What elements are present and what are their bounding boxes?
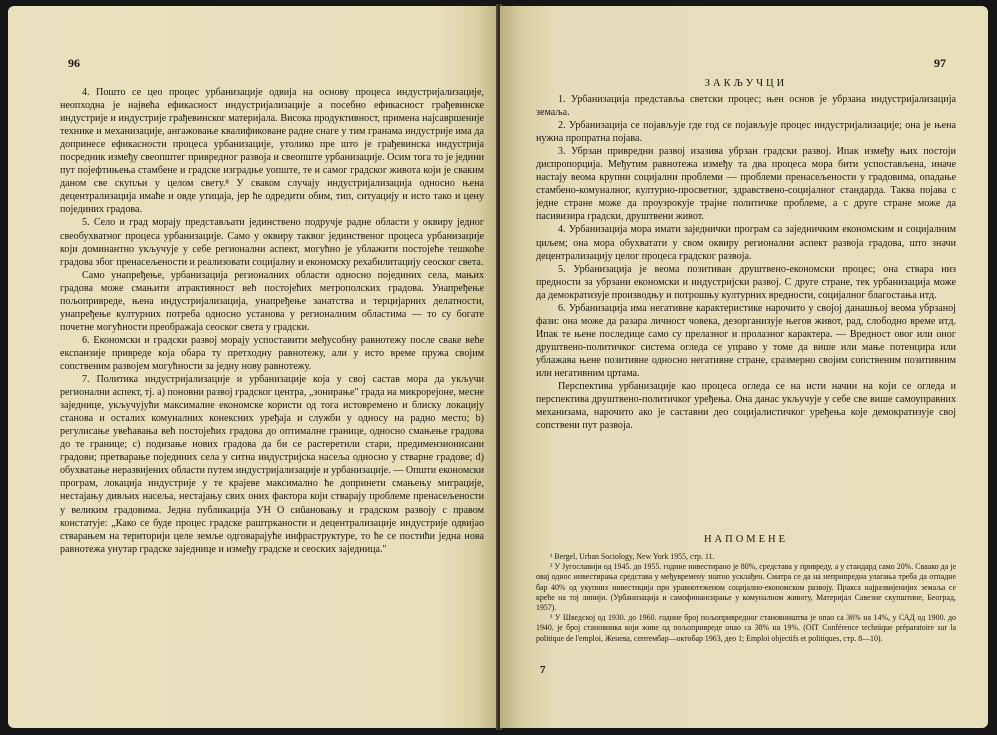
signature-mark: 7	[540, 664, 546, 676]
right-page-body	[536, 93, 956, 432]
conclusions-heading: ЗАКЉУЧЦИ	[704, 78, 788, 89]
left-paragraph: 4. Пошто се цео процес урбанизације одвија на основу процеса индустријализације, неопходна је највећа ефикасност индустријализације а посебно ефикасност грађевинске индустрије и индустрије грађевинског материјала. Висока продуктивност, примена најсавршеније технике и механизације, ангажовање квалификоване радне снаге у тим гранама индустрије има да допринесе ефикасности процеса урбанизације, утолико пре што је грађевинска индустрија посредник између свеопштег привредног развоја и свеопште урбанизације. Осим тога то је једини пут појефтињења стамбене и градске изградње уопште, те и самог градског живота који је сваким даном све скупљи у целом свету.⁸ У сваком случају индустријализација односно њена децентрализација имаће и овде утицаја, јер ће одредити обим, тип, ситуацију и исто тако и цену појединих градова.	[60, 87, 484, 216]
left-paragraph: Само унапређење, урбанизација регионалних области односно појединих села, мањих градова може смањити атрактивност већ постојећих метрополских градова. Унапређење пољопривреде, њена индустријализација, унапређење занатства и терцијарних делатности, унапређење културних потреба односно установа у регионалним областима — то су богате почетне могућности преображаја сеоског света у градски.	[60, 269, 484, 333]
footnote: ² У Југославији од 1945. до 1955. године инвестирано је 80%, средстава у привреду, а у стандард само 20%. Сваако да је овај однос инвестирања средстава у међувремену знатно усклађен. Сматра се да на неприпредна улагања треба да отпадне бар 40% од укупних инвестиција при уравнотеженом социјално-економском развоју. Пракса најразвијенијих земаља се креће на тој линији. (Урбанизација и самофинансирање у комуналном животу, Материјал Савезне скупштине, Београд, 1957).	[536, 562, 956, 613]
footnotes	[536, 552, 956, 644]
notes-heading: НАПОМЕНЕ	[703, 534, 789, 545]
left-page	[8, 6, 498, 728]
conclusion-paragraph: 4. Урбанизација мора имати заједнички програм са заједничким економским и социјалним циљем; она мора обухватати у свом оквиру регионални аспект развоја градова, што значи децентрализацију целог процеса градског развоја.	[536, 224, 956, 262]
left-paragraph: 7. Политика индустријализације и урбанизације која у свој састав мора да укључи регионални аспект, тј. а) поновни развој градског центра, „зонирање" града на микрорејоне, месне заједнице, укључујући максималне економске користи од тога истовремено и блиску локацију станова и осталих комуналних конексних уређаја и служби у односу на радно место; b) регулисање увећавања већ постојећих градова до оптималне границе, односно смањење градова до те границе; c) подизање нових градова да би се растеретили стари, предимензионисани градови; претварање појединих села у ситна индустријска насеља односно у стварне градове; d) обухватање неразвијених области путем индустријализације и урбанизације. — Општи економски програм, локација индустрије у те крајеве максимално ће допринети смањењу миграције, нестајању дивљих насеља, нестајању свих оних фактора који стварају проблеме пренасељености у великим градовима. Једна публикација УН О сиūановању и градском развоју с правом констатује: „Како се буде процес градске раштрканости и децентрализације индустрије одвијао стварањем на територији целе земље одговарајуће инфраструктуре, то ће се постићи једна нова равнотежа унутар градске заједнице и између градске и сеоских заједница."	[60, 374, 484, 555]
right-page	[500, 6, 988, 728]
page-number-right: 97	[934, 56, 946, 70]
conclusion-paragraph: 6. Урбанизација има негативне карактеристике нарочито у својој данашњој веома убрзаној фази: она може да разара личност човека, дезорганизује његов живот, рад, слободно време итд. Ипак те њене последице само су прелазног и пролазног карактера. — Вредност овог или оног друштвено-политичког система огледа се управо у томе да више или мање потенцира или ублажава њене позитивне односно негативне стране, сразмерно својим сопственим позитивним или негативним цртама.	[536, 302, 956, 379]
left-page-body	[60, 86, 484, 556]
conclusion-paragraph: 5. Урбанизација је веома позитиван друштвено-економски процес; она ствара низ предности за убрзани економски и индустријски развој. С друге стране, тек урбанизација може да демократизује производњу и потрошњу културних вредности, социјалног благостања итд.	[536, 263, 956, 301]
left-paragraph: 5. Село и град морају представљати јединствено подручје радне области у оквиру једног свеобухватног процеса урбанизације. Само у оквиру таквог јединственог процеса урбанизације који доминантно укључује у себе регионални аспект, могућно је ублажити постојеће тешкоће градова због пренасељености и реализовати социјалну и економску рехабилитацију сеоског света.	[60, 217, 484, 268]
conclusion-paragraph: 3. Убрзан привредни развој изазива убрзан градски развој. Ипак између њих постоји диспропорција. Међутим равнотежа између та два процеса мора бити успостављена, иначе настају веома крупни социјални проблеми — проблеми пренасељености у градовима, опадање стамбено-комуналног, културно-просветног, здравствено-социјалног стандарда. Таква појава с једне стране може да проузрокује трајне политичке проблеме, а с друге стране може да пасивизира градски, друштвени живот.	[536, 146, 956, 223]
footnote: ³ У Шведској од 1930. до 1960. године број пољопривредног становништва је опао са 36% на 14%, у САД од 1900. до 1940. је број становника који живе од пољопривреде опао са 38% на 19%. (OIT Conférence technique préparatoire sur la politique de l'emploi, Женева, септембар—октобар 1963, део 1; Emploi objectifs et politiques, стр. 8—10).	[536, 613, 956, 643]
conclusion-paragraph: 1. Урбанизација представља светски процес; њен основ је убрзана индустријализација земаља.	[536, 94, 956, 119]
page-number-left: 96	[68, 56, 80, 70]
left-paragraph: 6. Економски и градски развој морају успоставити међусобну равнотежу после сваке веће експанзије привреде која обара ту претходну равнотежу, али у исто време пружа својим сопственим развојем могућности за једну нову равнотежу.	[60, 334, 484, 372]
footnote: ¹ Bergel, Urban Sociology, New York 1955, стр. 11.	[550, 552, 715, 561]
conclusion-paragraph: Перспектива урбанизације као процеса огледа се на исти начин на који се огледа и перспектива друштвено-политичког уређења. Она данас укључује у себе све више самоуправних механизама, нарочито ако је саставни део социјалистичког уређења које демократизује свој сопствени пут развоја.	[536, 381, 956, 432]
conclusion-paragraph: 2. Урбанизација се појављује где год се појављује процес индустријализације; она је њена нужна пропратна појава.	[536, 120, 956, 145]
